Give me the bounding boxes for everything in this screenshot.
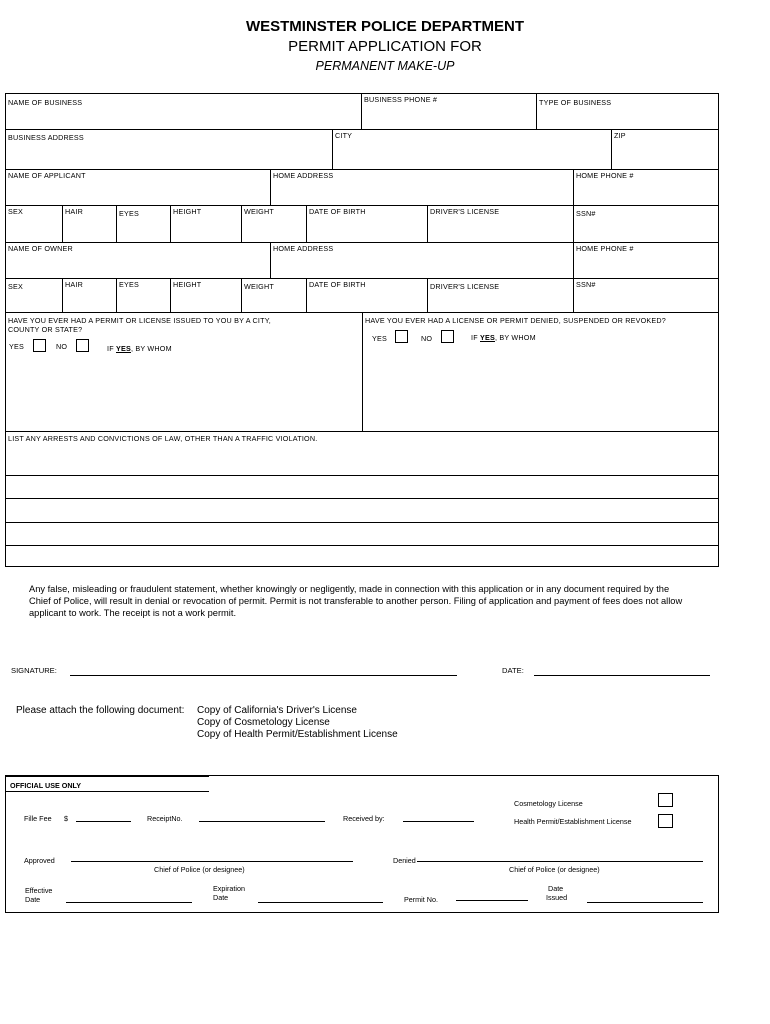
q2-no-label: NO <box>421 334 433 343</box>
owner-dob-field[interactable] <box>306 279 427 312</box>
owner-sex-field[interactable] <box>6 279 62 312</box>
city-field[interactable] <box>332 130 611 169</box>
official-title-rule-top <box>6 776 209 777</box>
received-by-label: Received by: <box>343 814 385 823</box>
name-of-applicant-field[interactable] <box>6 170 270 205</box>
applicant-home-address-field[interactable] <box>270 170 573 205</box>
eyes-label: EYES <box>119 209 139 218</box>
date-of-birth-label: DATE OF BIRTH <box>309 207 366 216</box>
date-issued-line[interactable] <box>587 902 703 903</box>
q1-text: HAVE YOU EVER HAD A PERMIT OR LICENSE ISSUED TO YOU BY A CITY, <box>8 316 271 325</box>
height-label: HEIGHT <box>173 280 202 289</box>
official-title-rule <box>6 791 209 792</box>
cosmetology-checkbox[interactable] <box>658 793 673 807</box>
applicant-sex-field[interactable] <box>6 206 62 242</box>
ssn-label: SSN# <box>576 209 596 218</box>
official-use-title: OFFICIAL USE ONLY <box>10 781 82 790</box>
arrests-line[interactable] <box>6 476 718 499</box>
name-of-owner-label: NAME OF OWNER <box>8 244 73 253</box>
receipt-line[interactable] <box>199 821 325 822</box>
date-issued-label: Date <box>548 884 564 893</box>
applicant-dob-field[interactable] <box>306 206 427 242</box>
address-row <box>6 130 718 170</box>
business-phone-label: BUSINESS PHONE # <box>364 95 438 104</box>
eyes-label: EYES <box>119 280 139 289</box>
height-label: HEIGHT <box>173 207 202 216</box>
date-line[interactable] <box>534 675 710 676</box>
type-of-business-field[interactable] <box>536 94 718 129</box>
q2-no-checkbox[interactable] <box>441 330 454 343</box>
owner-details-row <box>6 279 718 313</box>
name-of-business-field[interactable] <box>6 94 361 129</box>
dollar-sign: $ <box>64 814 68 823</box>
sex-label: SEX <box>8 282 23 291</box>
business-phone-field[interactable] <box>361 94 536 129</box>
ssn-label: SSN# <box>576 280 596 289</box>
owner-eyes-field[interactable] <box>116 279 170 312</box>
receipt-label: ReceiptNo. <box>147 814 183 823</box>
date-label: DATE: <box>502 666 524 675</box>
home-phone-label: HOME PHONE # <box>576 171 634 180</box>
received-by-line[interactable] <box>403 821 474 822</box>
permit-history-question <box>6 313 362 431</box>
q2-text: HAVE YOU EVER HAD A LICENSE OR PERMIT DENIED, SUSPENDED OR REVOKED? <box>365 316 666 325</box>
attach-item: Copy of Health Permit/Establishment License <box>197 729 398 740</box>
city-label: CITY <box>335 131 353 140</box>
q1-by-whom-label: IF YES, BY WHOM <box>107 344 172 353</box>
zip-field[interactable] <box>611 130 718 169</box>
file-fee-line[interactable] <box>76 821 131 822</box>
date-of-birth-label: DATE OF BIRTH <box>309 280 366 289</box>
approved-label: Approved <box>24 856 55 865</box>
applicant-weight-field[interactable] <box>241 206 306 242</box>
owner-home-phone-field[interactable] <box>573 243 718 278</box>
q1-no-label: NO <box>56 342 68 351</box>
home-address-label: HOME ADDRESS <box>273 171 334 180</box>
cosmetology-label: Cosmetology License <box>514 799 583 808</box>
type-of-business-label: TYPE OF BUSINESS <box>539 98 612 107</box>
q2-yes-label: YES <box>372 334 387 343</box>
expiration-date-line[interactable] <box>258 902 383 903</box>
approved-line[interactable] <box>71 861 353 862</box>
owner-ssn-field[interactable] <box>573 279 718 312</box>
owner-hair-field[interactable] <box>62 279 116 312</box>
q1-yes-checkbox[interactable] <box>33 339 46 352</box>
denied-line[interactable] <box>417 861 703 862</box>
arrests-line[interactable] <box>6 523 718 546</box>
application-form <box>5 93 719 567</box>
expiration-date-label: Date <box>213 893 229 902</box>
approved-chief-label: Chief of Police (or designee) <box>154 865 245 874</box>
owner-height-field[interactable] <box>170 279 241 312</box>
drivers-license-label: DRIVER'S LICENSE <box>430 282 500 291</box>
applicant-details-row <box>6 206 718 243</box>
home-address-label: HOME ADDRESS <box>273 244 334 253</box>
sex-label: SEX <box>8 207 23 216</box>
name-of-applicant-label: NAME OF APPLICANT <box>8 171 86 180</box>
hair-label: HAIR <box>65 280 83 289</box>
name-of-business-label: NAME OF BUSINESS <box>8 98 83 107</box>
q1-yes-label: YES <box>9 342 24 351</box>
arrests-label: LIST ANY ARRESTS AND CONVICTIONS OF LAW, OTHER THAN A TRAFFIC VIOLATION. <box>8 434 318 443</box>
signature-line[interactable] <box>70 675 457 676</box>
business-address-label: BUSINESS ADDRESS <box>8 133 84 142</box>
effective-label: Effective <box>25 886 53 895</box>
business-address-field[interactable] <box>6 130 332 169</box>
issued-label: Issued <box>546 893 568 902</box>
health-permit-checkbox[interactable] <box>658 814 673 828</box>
hair-label: HAIR <box>65 207 83 216</box>
arrests-line[interactable] <box>6 499 718 523</box>
q1-no-checkbox[interactable] <box>76 339 89 352</box>
drivers-license-label: DRIVER'S LICENSE <box>430 207 500 216</box>
questions-row <box>6 313 718 432</box>
owner-row <box>6 243 718 279</box>
effective-date-line[interactable] <box>66 902 192 903</box>
q2-by-whom-label: IF YES, BY WHOM <box>471 333 536 342</box>
attach-intro: Please attach the following document: <box>16 705 185 716</box>
home-phone-label: HOME PHONE # <box>576 244 634 253</box>
attach-item: Copy of Cosmetology License <box>197 717 330 728</box>
weight-label: WEIGHT <box>244 282 274 291</box>
applicant-row <box>6 170 718 206</box>
applicant-height-field[interactable] <box>170 206 241 242</box>
signature-label: SIGNATURE: <box>11 666 57 675</box>
permit-denied-question <box>362 313 718 431</box>
zip-label: ZIP <box>614 131 626 140</box>
health-permit-label: Health Permit/Establishment License <box>514 817 632 826</box>
applicant-ssn-field[interactable] <box>573 206 718 242</box>
expiration-label: Expiration <box>213 884 245 893</box>
applicant-hair-field[interactable] <box>62 206 116 242</box>
owner-drivers-license-field[interactable] <box>427 279 573 312</box>
name-of-owner-field[interactable] <box>6 243 270 278</box>
page-title: WESTMINSTER POLICE DEPARTMENT <box>245 18 525 35</box>
business-row <box>6 94 718 130</box>
attach-item: Copy of California's Driver's License <box>197 705 357 716</box>
weight-label: WEIGHT <box>244 207 274 216</box>
disclaimer-statement: Any false, misleading or fraudulent statement, whether knowingly or negligently, made in connection with this application or in any document required by the Chief of Police, will result in denial or revocation of permit. Permit is not transferable to another person. Filing of application and payment of fees does not allow applicant to work. The receipt is not a work permit. <box>29 584 683 618</box>
permit-type: PERMANENT MAKE-UP <box>315 59 455 73</box>
owner-weight-field[interactable] <box>241 279 306 312</box>
file-fee-label: Fille Fee <box>24 814 52 823</box>
q2-yes-checkbox[interactable] <box>395 330 408 343</box>
applicant-drivers-license-field[interactable] <box>427 206 573 242</box>
permit-no-label: Permit No. <box>404 895 438 904</box>
official-use-section <box>5 775 719 913</box>
denied-chief-label: Chief of Police (or designee) <box>509 865 600 874</box>
page-subtitle: PERMIT APPLICATION FOR <box>288 38 482 55</box>
q1-text-cont: COUNTY OR STATE? <box>8 325 83 334</box>
effective-date-label: Date <box>25 895 41 904</box>
arrests-row[interactable] <box>6 432 718 476</box>
applicant-home-phone-field[interactable] <box>573 170 718 205</box>
applicant-eyes-field[interactable] <box>116 206 170 242</box>
owner-home-address-field[interactable] <box>270 243 573 278</box>
denied-label: Denied <box>393 856 416 865</box>
permit-no-line[interactable] <box>456 900 528 901</box>
